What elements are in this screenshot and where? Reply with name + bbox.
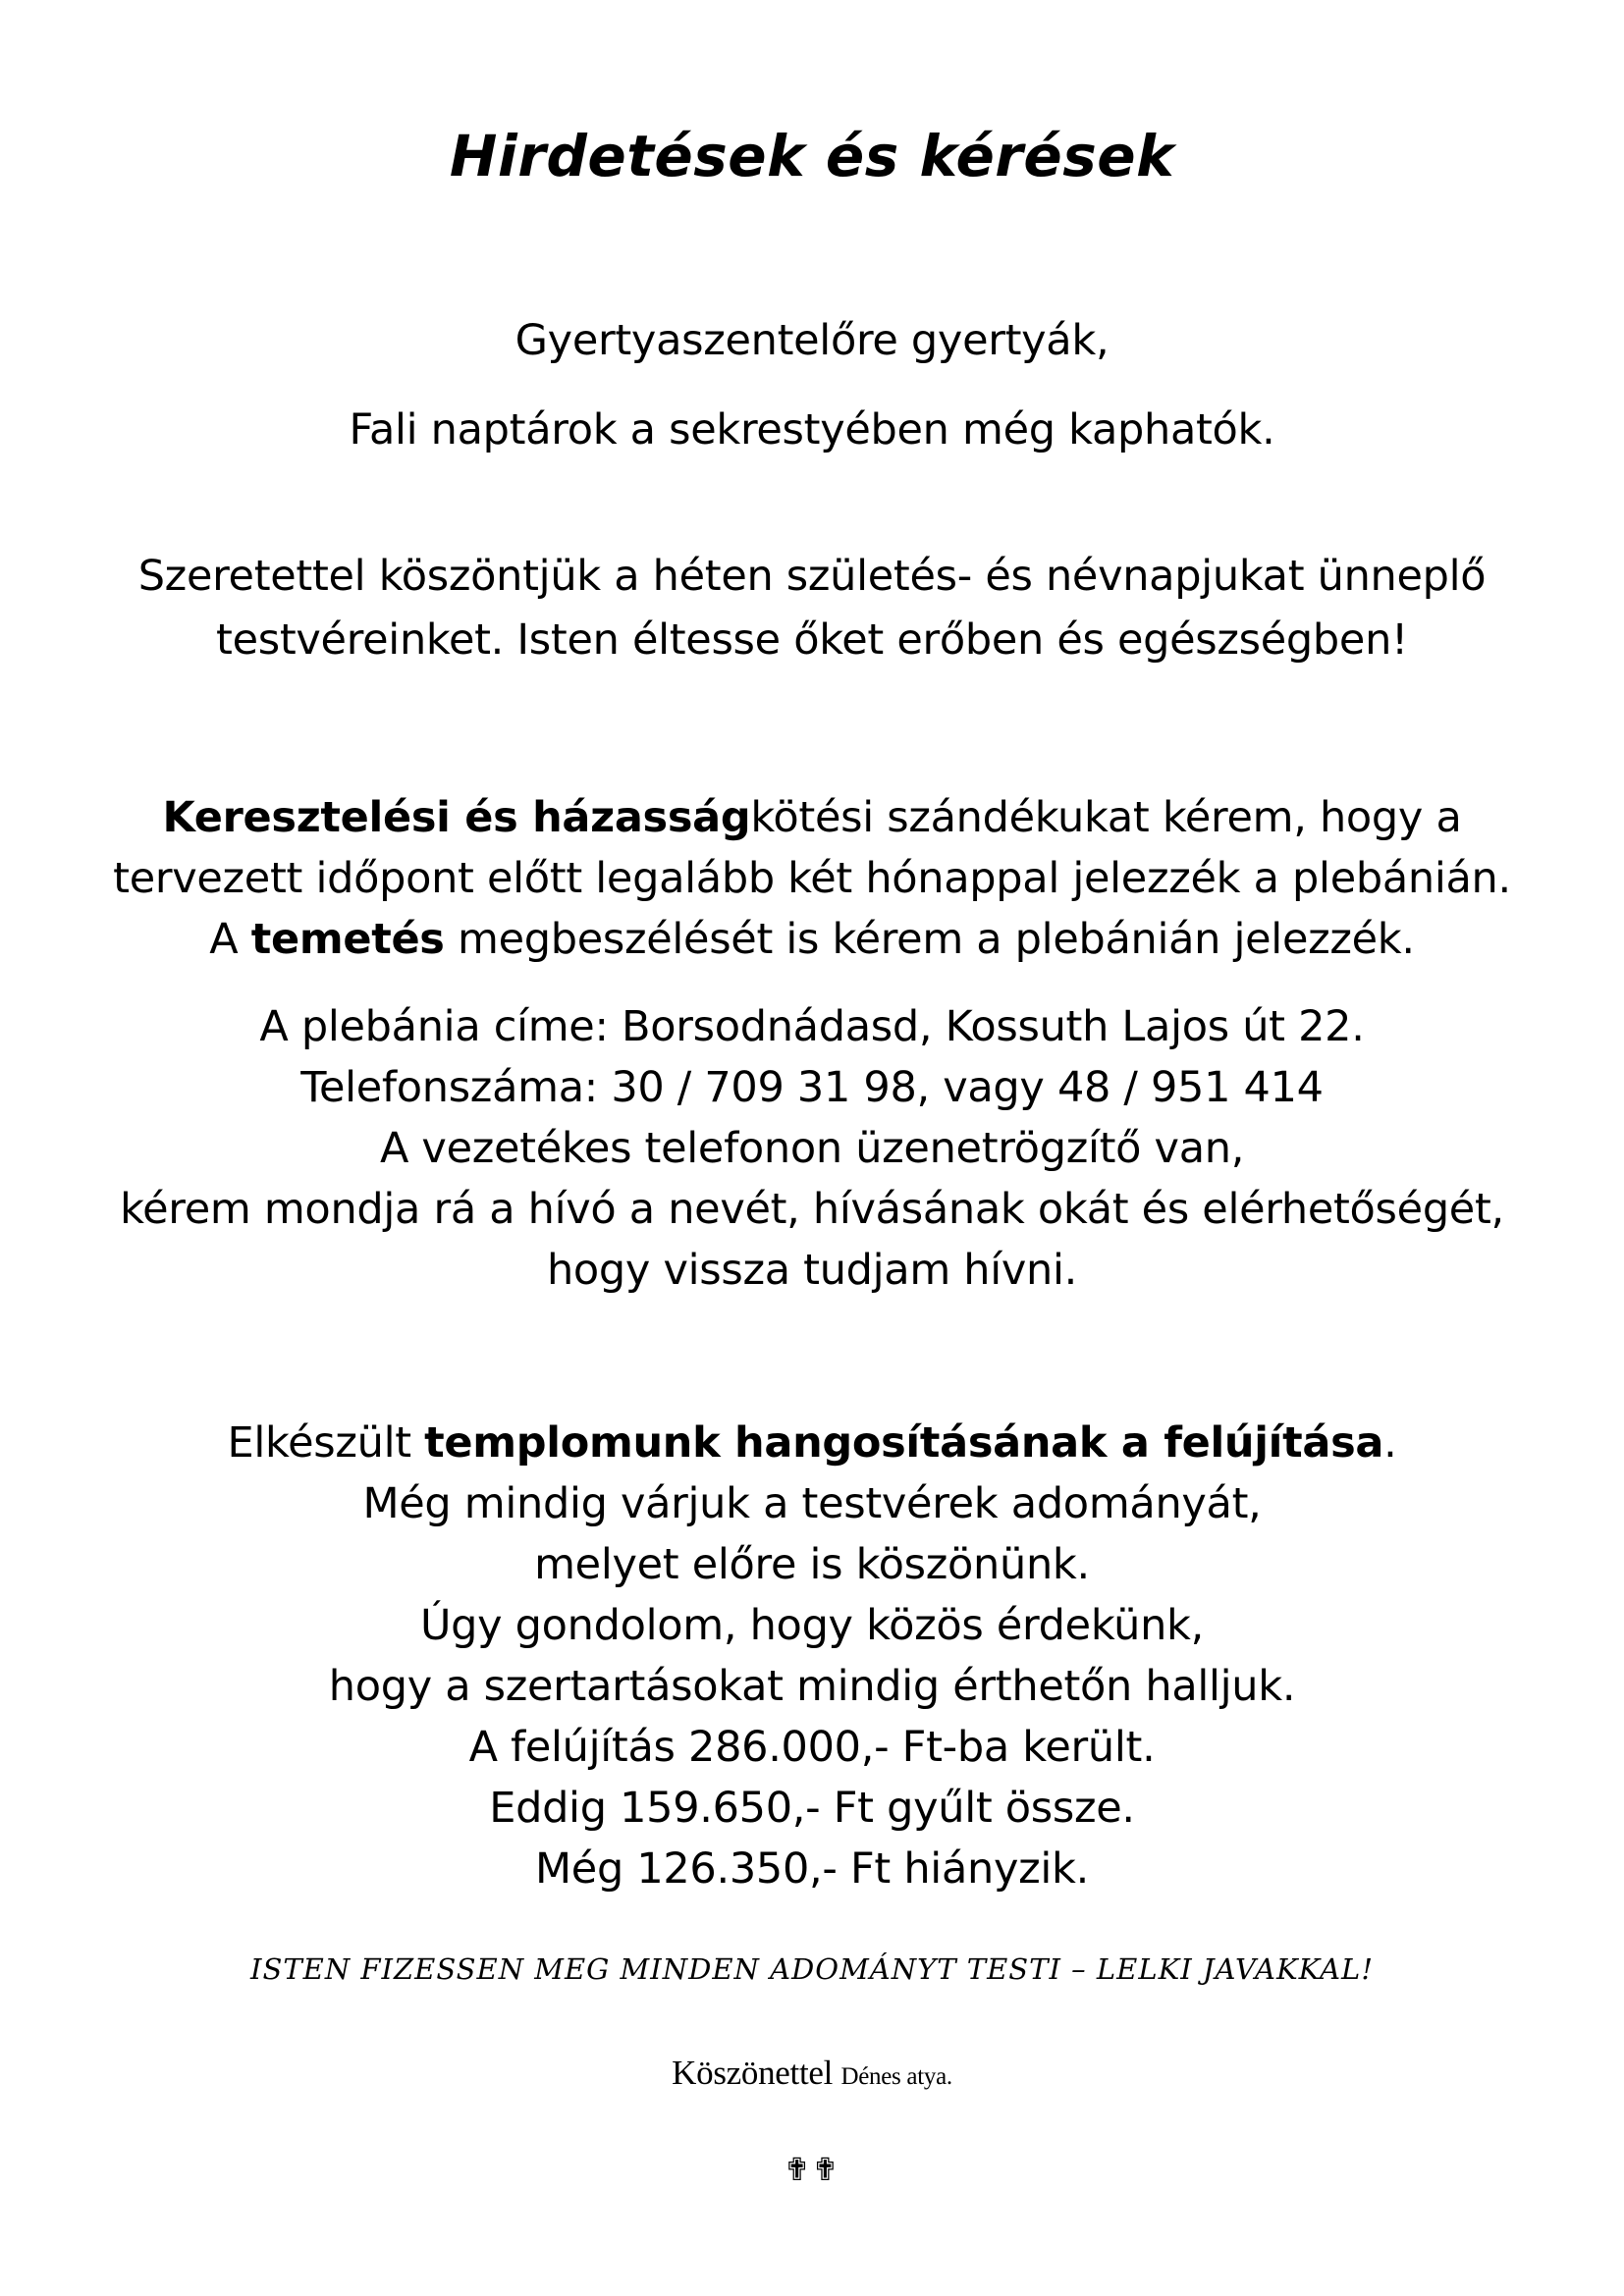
funeral-line — [0, 912, 1624, 967]
renovation-bold-text: templomunk hangosításának a felújítása — [424, 1418, 1384, 1468]
renovation-line-2: Még mindig várjuk a testvérek adományát, — [362, 1479, 1262, 1528]
signature-name: Dénes atya. — [840, 2063, 952, 2090]
renovation-line-3: melyet előre is köszönünk. — [534, 1540, 1090, 1589]
signature — [0, 2052, 1624, 2099]
renovation-line-1 — [0, 1415, 1624, 1470]
parish-address: A plebánia címe: Borsodnádasd, Kossuth Lajos út 22. — [259, 1002, 1365, 1051]
caller-request: kérem mondja rá a hívó a nevét, hívásának okát és elérhetőségét, — [120, 1185, 1504, 1234]
funeral-bold-text: temetés — [250, 915, 445, 964]
double-cross-icon: ✟✟ — [784, 2151, 840, 2188]
parish-phone: Telefonszáma: 30 / 709 31 98, vagy 48 / 951 414 — [300, 1063, 1324, 1112]
baptism-line-2: tervezett időpont előtt legalább két hónappal jelezzék a plebánián. — [113, 854, 1511, 903]
renovation-collected: Eddig 159.650,- Ft gyűlt össze. — [489, 1784, 1135, 1833]
renovation-missing: Még 126.350,- Ft hiányzik. — [535, 1844, 1089, 1894]
renovation-cost: A felújítás 286.000,- Ft-ba került. — [468, 1723, 1156, 1772]
candles-line-2: Fali naptárok a sekrestyében még kaphatók. — [349, 405, 1275, 454]
baptism-line-1-rest: kötési szándékukat kérem, hogy a — [750, 793, 1462, 842]
greeting-line-2: testvéreinket. Isten éltesse őket erőben és egészségben! — [216, 615, 1408, 665]
answering-machine-note: A vezetékes telefonon üzenetrögzítő van, — [379, 1124, 1245, 1173]
renovation-line-5: hogy a szertartásokat mindig érthetőn halljuk. — [328, 1662, 1296, 1711]
baptism-bold-text: Keresztelési és házasság — [162, 793, 751, 842]
blessing-line: ISTEN FIZESSEN MEG MINDEN ADOMÁNYT TESTI – LELKI JAVAKKAL! — [250, 1952, 1374, 1986]
signature-thanks: Köszönettel — [672, 2054, 834, 2092]
funeral-line-rest: megbeszélését is kérem a plebánián jelezzék. — [444, 915, 1415, 964]
baptism-line-1 — [0, 790, 1624, 845]
renovation-line-1-suffix: . — [1383, 1418, 1397, 1468]
greeting-line-1: Szeretettel köszöntjük a héten születés- és névnapjukat ünneplő — [137, 552, 1487, 601]
renovation-line-4: Úgy gondolom, hogy közös érdekünk, — [419, 1601, 1204, 1650]
callback-note: hogy vissza tudjam hívni. — [546, 1246, 1078, 1295]
funeral-line-prefix: A — [209, 915, 251, 964]
page-title: Hirdetések és kérések — [449, 123, 1175, 189]
renovation-line-1-prefix: Elkészült — [227, 1418, 425, 1468]
candles-line-1: Gyertyaszentelőre gyertyák, — [514, 316, 1110, 365]
